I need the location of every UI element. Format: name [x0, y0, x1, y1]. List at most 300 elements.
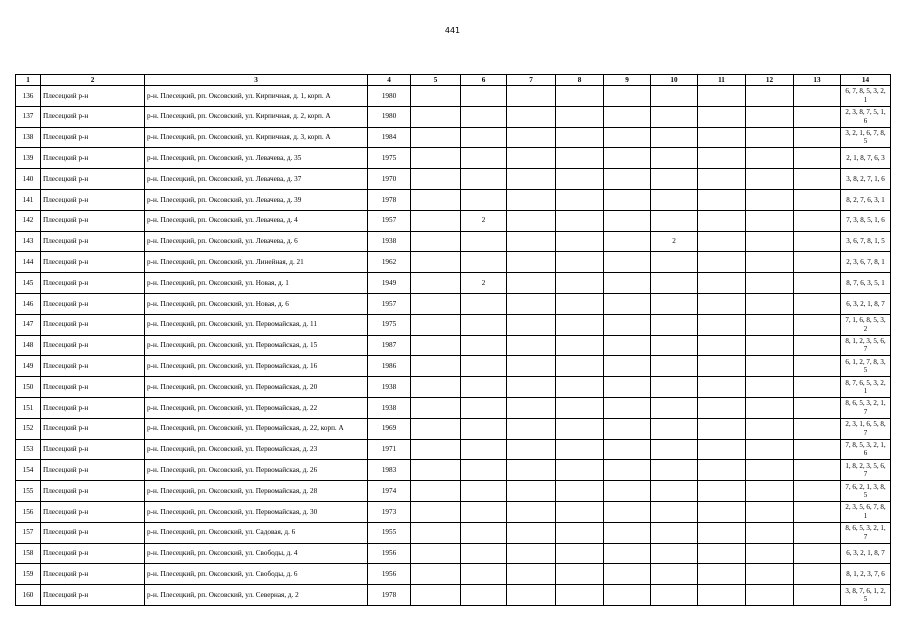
code-sequence-cell: 7, 8, 5, 3, 2, 1, 6	[841, 439, 891, 460]
code-sequence-cell: 6, 3, 2, 1, 8, 7	[841, 293, 891, 314]
col8-cell	[556, 314, 604, 335]
col10-cell	[651, 460, 698, 481]
col6-cell	[461, 86, 507, 107]
col6-cell	[461, 564, 507, 585]
code-sequence-cell: 2, 1, 8, 7, 6, 3	[841, 148, 891, 169]
col8-cell	[556, 252, 604, 273]
col12-cell	[746, 377, 794, 398]
col13-cell	[794, 189, 841, 210]
code-sequence-cell: 7, 6, 2, 1, 3, 8, 5	[841, 481, 891, 502]
table-row	[16, 293, 891, 314]
col13-cell	[794, 377, 841, 398]
year-cell: 1949	[368, 273, 411, 294]
col8-cell	[556, 418, 604, 439]
col6-cell	[461, 169, 507, 190]
col12-cell	[746, 314, 794, 335]
col8-cell	[556, 106, 604, 127]
col6-cell	[461, 356, 507, 377]
col11-cell	[698, 252, 746, 273]
col6-cell	[461, 460, 507, 481]
address-cell: р-н. Плесецкий, рп. Оксовский, ул. Первомайская, д. 22	[145, 397, 368, 418]
col8-cell	[556, 210, 604, 231]
col12-cell	[746, 501, 794, 522]
address-cell: р-н. Плесецкий, рп. Оксовский, ул. Левачева, д. 37	[145, 169, 368, 190]
year-cell: 1938	[368, 397, 411, 418]
address-cell: р-н. Плесецкий, рп. Оксовский, ул. Левачева, д. 6	[145, 231, 368, 252]
col10-cell	[651, 439, 698, 460]
col11-cell	[698, 106, 746, 127]
col6-cell	[461, 543, 507, 564]
col12-cell	[746, 335, 794, 356]
col12-cell	[746, 356, 794, 377]
code-sequence-cell: 3, 2, 1, 6, 7, 8, 5	[841, 127, 891, 148]
col9-cell	[604, 231, 651, 252]
table-row	[16, 210, 891, 231]
year-cell: 1975	[368, 148, 411, 169]
col11-cell	[698, 356, 746, 377]
col9-cell	[604, 564, 651, 585]
table-row	[16, 564, 891, 585]
code-sequence-cell: 7, 3, 8, 5, 1, 6	[841, 210, 891, 231]
col7-cell	[507, 543, 556, 564]
col8-cell	[556, 522, 604, 543]
year-cell: 1973	[368, 501, 411, 522]
col6-cell	[461, 585, 507, 606]
col10-cell	[651, 273, 698, 294]
col7-cell	[507, 501, 556, 522]
col9-cell	[604, 481, 651, 502]
col5-cell	[411, 86, 461, 107]
column-header-9: 9	[604, 75, 651, 86]
address-cell: р-н. Плесецкий, рп. Оксовский, ул. Первомайская, д. 15	[145, 335, 368, 356]
year-cell: 1956	[368, 543, 411, 564]
page-number: 441	[444, 26, 461, 35]
code-sequence-cell: 6, 1, 2, 7, 8, 3, 5	[841, 356, 891, 377]
col6-cell	[461, 106, 507, 127]
col12-cell	[746, 86, 794, 107]
col9-cell	[604, 273, 651, 294]
col11-cell	[698, 418, 746, 439]
district-cell: Плесецкий р-н	[41, 522, 145, 543]
district-cell: Плесецкий р-н	[41, 106, 145, 127]
col13-cell	[794, 210, 841, 231]
col8-cell	[556, 543, 604, 564]
col5-cell	[411, 501, 461, 522]
col12-cell	[746, 106, 794, 127]
row-number: 153	[16, 439, 41, 460]
col11-cell	[698, 293, 746, 314]
district-cell: Плесецкий р-н	[41, 273, 145, 294]
code-sequence-cell: 3, 8, 7, 6, 1, 2, 5	[841, 585, 891, 606]
address-cell: р-н. Плесецкий, рп. Оксовский, ул. Первомайская, д. 16	[145, 356, 368, 377]
col5-cell	[411, 210, 461, 231]
col11-cell	[698, 522, 746, 543]
col13-cell	[794, 501, 841, 522]
col7-cell	[507, 335, 556, 356]
col9-cell	[604, 501, 651, 522]
col13-cell	[794, 169, 841, 190]
year-cell: 1938	[368, 377, 411, 398]
col12-cell	[746, 169, 794, 190]
year-cell: 1978	[368, 189, 411, 210]
col8-cell	[556, 273, 604, 294]
col11-cell	[698, 169, 746, 190]
col9-cell	[604, 252, 651, 273]
col12-cell	[746, 210, 794, 231]
table-row	[16, 231, 891, 252]
col9-cell	[604, 585, 651, 606]
row-number: 147	[16, 314, 41, 335]
district-cell: Плесецкий р-н	[41, 169, 145, 190]
col8-cell	[556, 501, 604, 522]
address-cell: р-н. Плесецкий, рп. Оксовский, ул. Свободы, д. 4	[145, 543, 368, 564]
col6-cell	[461, 481, 507, 502]
col8-cell	[556, 189, 604, 210]
col9-cell	[604, 543, 651, 564]
address-cell: р-н. Плесецкий, рп. Оксовский, ул. Левачева, д. 39	[145, 189, 368, 210]
col7-cell	[507, 148, 556, 169]
district-cell: Плесецкий р-н	[41, 439, 145, 460]
row-number: 144	[16, 252, 41, 273]
code-sequence-cell: 8, 6, 5, 3, 2, 1, 7	[841, 522, 891, 543]
district-cell: Плесецкий р-н	[41, 335, 145, 356]
code-sequence-cell: 8, 6, 5, 3, 2, 1, 7	[841, 397, 891, 418]
district-cell: Плесецкий р-н	[41, 356, 145, 377]
col10-cell	[651, 564, 698, 585]
col10-cell	[651, 293, 698, 314]
col12-cell	[746, 439, 794, 460]
col10-cell	[651, 127, 698, 148]
district-cell: Плесецкий р-н	[41, 293, 145, 314]
col5-cell	[411, 189, 461, 210]
col10-cell	[651, 377, 698, 398]
col13-cell	[794, 460, 841, 481]
col6-cell	[461, 377, 507, 398]
district-cell: Плесецкий р-н	[41, 231, 145, 252]
col13-cell	[794, 106, 841, 127]
year-cell: 1975	[368, 314, 411, 335]
year-cell: 1984	[368, 127, 411, 148]
col9-cell	[604, 522, 651, 543]
address-cell: р-н. Плесецкий, рп. Оксовский, ул. Первомайская, д. 23	[145, 439, 368, 460]
col6-cell	[461, 314, 507, 335]
col7-cell	[507, 564, 556, 585]
code-sequence-cell: 2, 3, 5, 6, 7, 8, 1	[841, 501, 891, 522]
col10-cell	[651, 418, 698, 439]
table-row	[16, 397, 891, 418]
col5-cell	[411, 127, 461, 148]
table-row	[16, 439, 891, 460]
code-sequence-cell: 3, 8, 2, 7, 1, 6	[841, 169, 891, 190]
col10-cell	[651, 522, 698, 543]
col8-cell	[556, 335, 604, 356]
district-cell: Плесецкий р-н	[41, 148, 145, 169]
housing-register-table	[15, 74, 891, 606]
col9-cell	[604, 418, 651, 439]
col9-cell	[604, 439, 651, 460]
col12-cell	[746, 543, 794, 564]
year-cell: 1957	[368, 210, 411, 231]
col11-cell	[698, 481, 746, 502]
column-header-14: 14	[841, 75, 891, 86]
col5-cell	[411, 335, 461, 356]
col5-cell	[411, 585, 461, 606]
column-header-3: 3	[145, 75, 368, 86]
table-header-row	[16, 75, 891, 86]
code-sequence-cell: 8, 2, 7, 6, 3, 1	[841, 189, 891, 210]
year-cell: 1969	[368, 418, 411, 439]
address-cell: р-н. Плесецкий, рп. Оксовский, ул. Новая, д. 1	[145, 273, 368, 294]
address-cell: р-н. Плесецкий, рп. Оксовский, ул. Первомайская, д. 26	[145, 460, 368, 481]
col7-cell	[507, 397, 556, 418]
col6-cell	[461, 189, 507, 210]
row-number: 146	[16, 293, 41, 314]
col8-cell	[556, 356, 604, 377]
code-sequence-cell: 3, 6, 7, 8, 1, 5	[841, 231, 891, 252]
col12-cell	[746, 127, 794, 148]
col7-cell	[507, 252, 556, 273]
col12-cell	[746, 585, 794, 606]
code-sequence-cell: 8, 7, 6, 5, 3, 2, 1	[841, 377, 891, 398]
col7-cell	[507, 314, 556, 335]
col11-cell	[698, 86, 746, 107]
col10-cell: 2	[651, 231, 698, 252]
col5-cell	[411, 522, 461, 543]
col5-cell	[411, 377, 461, 398]
col8-cell	[556, 169, 604, 190]
code-sequence-cell: 6, 7, 8, 5, 3, 2, 1	[841, 86, 891, 107]
col6-cell	[461, 522, 507, 543]
col7-cell	[507, 189, 556, 210]
district-cell: Плесецкий р-н	[41, 585, 145, 606]
col9-cell	[604, 397, 651, 418]
year-cell: 1974	[368, 481, 411, 502]
column-header-12: 12	[746, 75, 794, 86]
col10-cell	[651, 169, 698, 190]
address-cell: р-н. Плесецкий, рп. Оксовский, ул. Кирпичная, д. 2, корп. А	[145, 106, 368, 127]
col13-cell	[794, 127, 841, 148]
district-cell: Плесецкий р-н	[41, 418, 145, 439]
district-cell: Плесецкий р-н	[41, 189, 145, 210]
col5-cell	[411, 273, 461, 294]
row-number: 159	[16, 564, 41, 585]
address-cell: р-н. Плесецкий, рп. Оксовский, ул. Первомайская, д. 30	[145, 501, 368, 522]
col9-cell	[604, 189, 651, 210]
district-cell: Плесецкий р-н	[41, 543, 145, 564]
column-header-2: 2	[41, 75, 145, 86]
col12-cell	[746, 273, 794, 294]
col11-cell	[698, 377, 746, 398]
year-cell: 1986	[368, 356, 411, 377]
col5-cell	[411, 356, 461, 377]
address-cell: р-н. Плесецкий, рп. Оксовский, ул. Кирпичная, д. 1, корп. А	[145, 86, 368, 107]
district-cell: Плесецкий р-н	[41, 127, 145, 148]
column-header-10: 10	[651, 75, 698, 86]
code-sequence-cell: 2, 3, 1, 6, 5, 8, 7	[841, 418, 891, 439]
address-cell: р-н. Плесецкий, рп. Оксовский, ул. Садовая, д. 6	[145, 522, 368, 543]
col5-cell	[411, 543, 461, 564]
col6-cell	[461, 148, 507, 169]
row-number: 140	[16, 169, 41, 190]
col13-cell	[794, 543, 841, 564]
address-cell: р-н. Плесецкий, рп. Оксовский, ул. Линейная, д. 21	[145, 252, 368, 273]
table-row	[16, 335, 891, 356]
col7-cell	[507, 585, 556, 606]
col9-cell	[604, 106, 651, 127]
table-row	[16, 522, 891, 543]
col10-cell	[651, 148, 698, 169]
address-cell: р-н. Плесецкий, рп. Оксовский, ул. Первомайская, д. 11	[145, 314, 368, 335]
col13-cell	[794, 481, 841, 502]
col10-cell	[651, 543, 698, 564]
col9-cell	[604, 148, 651, 169]
table-row	[16, 169, 891, 190]
col8-cell	[556, 293, 604, 314]
col10-cell	[651, 356, 698, 377]
col13-cell	[794, 86, 841, 107]
code-sequence-cell: 8, 7, 6, 3, 5, 1	[841, 273, 891, 294]
col11-cell	[698, 501, 746, 522]
table-row	[16, 418, 891, 439]
col5-cell	[411, 439, 461, 460]
col7-cell	[507, 293, 556, 314]
col6-cell	[461, 293, 507, 314]
year-cell: 1971	[368, 439, 411, 460]
code-sequence-cell: 8, 1, 2, 3, 5, 6, 7	[841, 335, 891, 356]
table-row	[16, 189, 891, 210]
col7-cell	[507, 522, 556, 543]
code-sequence-cell: 7, 1, 6, 8, 5, 3, 2	[841, 314, 891, 335]
col6-cell	[461, 252, 507, 273]
col5-cell	[411, 231, 461, 252]
year-cell: 1980	[368, 86, 411, 107]
address-cell: р-н. Плесецкий, рп. Оксовский, ул. Левачева, д. 35	[145, 148, 368, 169]
col11-cell	[698, 585, 746, 606]
col11-cell	[698, 273, 746, 294]
col12-cell	[746, 231, 794, 252]
col5-cell	[411, 397, 461, 418]
table-row	[16, 106, 891, 127]
row-number: 160	[16, 585, 41, 606]
col12-cell	[746, 293, 794, 314]
col8-cell	[556, 481, 604, 502]
col13-cell	[794, 564, 841, 585]
table-row	[16, 543, 891, 564]
col7-cell	[507, 439, 556, 460]
col8-cell	[556, 231, 604, 252]
col6-cell	[461, 501, 507, 522]
district-cell: Плесецкий р-н	[41, 252, 145, 273]
col10-cell	[651, 397, 698, 418]
col13-cell	[794, 252, 841, 273]
col8-cell	[556, 148, 604, 169]
col10-cell	[651, 210, 698, 231]
col7-cell	[507, 127, 556, 148]
col10-cell	[651, 106, 698, 127]
address-cell: р-н. Плесецкий, рп. Оксовский, ул. Первомайская, д. 20	[145, 377, 368, 398]
table-row	[16, 252, 891, 273]
address-cell: р-н. Плесецкий, рп. Оксовский, ул. Свободы, д. 6	[145, 564, 368, 585]
table-row	[16, 273, 891, 294]
col9-cell	[604, 169, 651, 190]
year-cell: 1956	[368, 564, 411, 585]
col13-cell	[794, 293, 841, 314]
district-cell: Плесецкий р-н	[41, 564, 145, 585]
year-cell: 1970	[368, 169, 411, 190]
row-number: 158	[16, 543, 41, 564]
col11-cell	[698, 231, 746, 252]
col9-cell	[604, 356, 651, 377]
col13-cell	[794, 585, 841, 606]
col11-cell	[698, 460, 746, 481]
address-cell: р-н. Плесецкий, рп. Оксовский, ул. Первомайская, д. 22, корп. А	[145, 418, 368, 439]
col12-cell	[746, 252, 794, 273]
table-row	[16, 314, 891, 335]
col7-cell	[507, 460, 556, 481]
year-cell: 1980	[368, 106, 411, 127]
col11-cell	[698, 439, 746, 460]
col11-cell	[698, 564, 746, 585]
column-header-6: 6	[461, 75, 507, 86]
district-cell: Плесецкий р-н	[41, 501, 145, 522]
col10-cell	[651, 189, 698, 210]
col7-cell	[507, 86, 556, 107]
district-cell: Плесецкий р-н	[41, 377, 145, 398]
table-row	[16, 460, 891, 481]
row-number: 148	[16, 335, 41, 356]
row-number: 150	[16, 377, 41, 398]
col13-cell	[794, 522, 841, 543]
row-number: 142	[16, 210, 41, 231]
col9-cell	[604, 293, 651, 314]
col12-cell	[746, 418, 794, 439]
col12-cell	[746, 460, 794, 481]
col12-cell	[746, 189, 794, 210]
col13-cell	[794, 273, 841, 294]
row-number: 137	[16, 106, 41, 127]
district-cell: Плесецкий р-н	[41, 460, 145, 481]
year-cell: 1978	[368, 585, 411, 606]
col9-cell	[604, 377, 651, 398]
col7-cell	[507, 273, 556, 294]
row-number: 149	[16, 356, 41, 377]
col9-cell	[604, 127, 651, 148]
col9-cell	[604, 314, 651, 335]
district-cell: Плесецкий р-н	[41, 86, 145, 107]
col8-cell	[556, 377, 604, 398]
col13-cell	[794, 356, 841, 377]
col12-cell	[746, 397, 794, 418]
col6-cell	[461, 127, 507, 148]
col9-cell	[604, 335, 651, 356]
row-number: 152	[16, 418, 41, 439]
row-number: 139	[16, 148, 41, 169]
col12-cell	[746, 148, 794, 169]
district-cell: Плесецкий р-н	[41, 210, 145, 231]
column-header-11: 11	[698, 75, 746, 86]
col5-cell	[411, 106, 461, 127]
table-body	[16, 86, 891, 606]
col5-cell	[411, 293, 461, 314]
col7-cell	[507, 418, 556, 439]
column-header-1: 1	[16, 75, 41, 86]
table-row	[16, 501, 891, 522]
address-cell: р-н. Плесецкий, рп. Оксовский, ул. Левачева, д. 4	[145, 210, 368, 231]
col11-cell	[698, 335, 746, 356]
col11-cell	[698, 314, 746, 335]
col7-cell	[507, 106, 556, 127]
col6-cell	[461, 418, 507, 439]
